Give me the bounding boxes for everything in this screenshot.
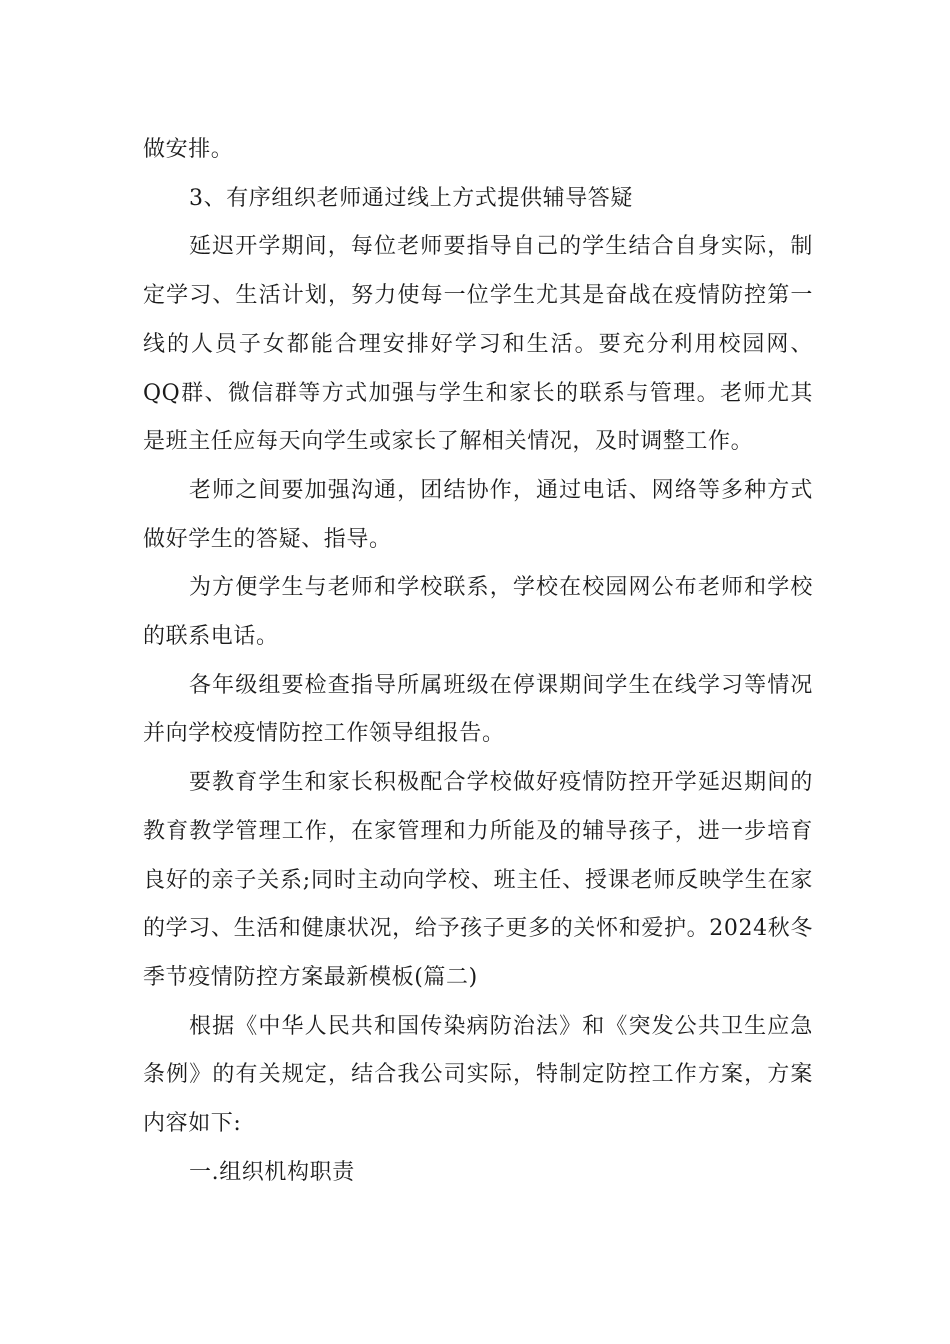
paragraph: 根据《中华人民共和国传染病防治法》和《突发公共卫生应急条例》的有关规定，结合我公司实际，特制定防控工作方案，方案内容如下:: [143, 1013, 813, 1137]
document-body: [143, 126, 813, 1197]
paragraph: 老师之间要加强沟通，团结协作，通过电话、网络等多种方式做好学生的答疑、指导。: [143, 477, 813, 552]
section-heading-1: 一.组织机构职责: [189, 1159, 355, 1185]
paragraph: 各年级组要检查指导所属班级在停课期间学生在线学习等情况并向学校疫情防控工作领导组报告。: [143, 672, 813, 747]
paragraph: 为方便学生与老师和学校联系，学校在校园网公布老师和学校的联系电话。: [143, 575, 813, 650]
paragraph: 延迟开学期间，每位老师要指导自己的学生结合自身实际，制定学习、生活计划，努力使每一位学生尤其是奋战在疫情防控第一线的人员子女都能合理安排好学习和生活。要充分利用校园网、QQ群、微信群等方式加强与学生和家长的联系与管理。老师尤其是班主任应每天向学生或家长了解相关情况，及时调整工作。: [143, 234, 813, 455]
section-heading-3: 3、有序组织老师通过线上方式提供辅导答疑: [189, 185, 633, 211]
paragraph-continuation: 做安排。: [143, 137, 234, 162]
paragraph: 要教育学生和家长积极配合学校做好疫情防控开学延迟期间的教育教学管理工作，在家管理和力所能及的辅导孩子，进一步培育良好的亲子关系;同时主动向学校、班主任、授课老师反映学生在家的学习、生活和健康状况，给予孩子更多的关怀和爱护。2024秋冬季节疫情防控方案最新模板(篇二): [143, 770, 813, 990]
